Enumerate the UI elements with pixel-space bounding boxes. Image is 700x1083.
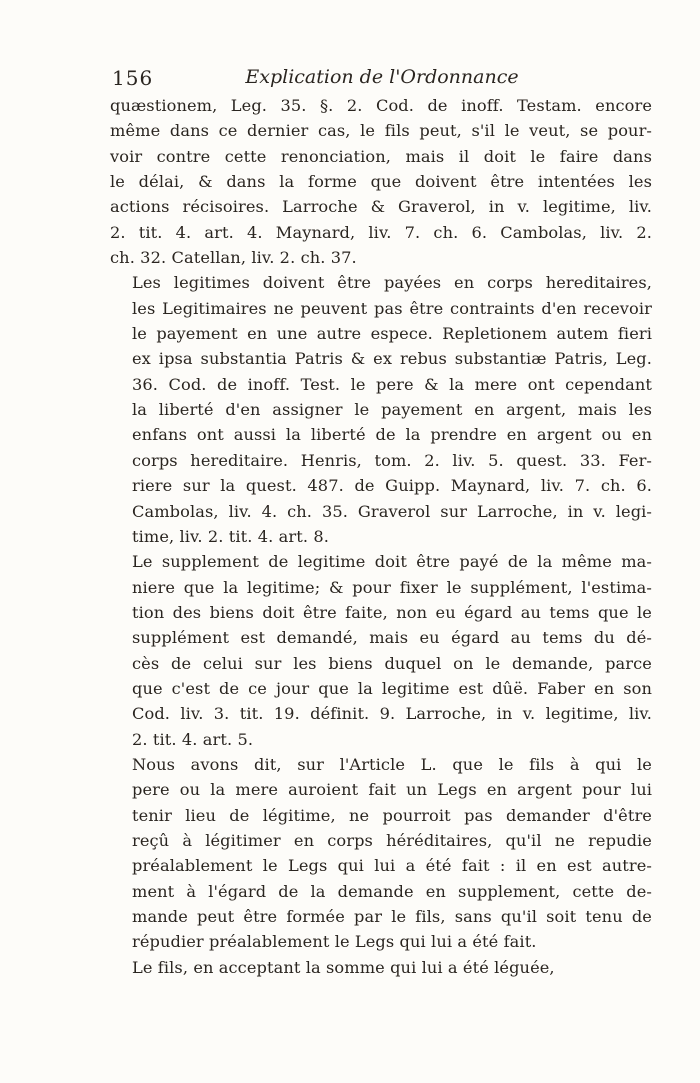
- text-line: niere que la legitime; & pour fixer le supplément, l'estima-: [132, 577, 652, 597]
- paragraph: [110, 270, 652, 549]
- text-line: répudier préalablement le Legs qui lui a été fait.: [132, 932, 537, 952]
- text-line: tenir lieu de légitime, ne pourroit pas demander d'être: [132, 805, 652, 825]
- text-line: riere sur la quest. 487. de Guipp. Maynard, liv. 7. ch. 6.: [132, 476, 652, 496]
- text-line: Les legitimes doivent être payées en corps hereditaires,: [132, 273, 652, 293]
- text-line: le délai, & dans la forme que doivent être intentées les: [110, 172, 652, 192]
- text-line: préalablement le Legs qui lui a été fait : il en est autre-: [132, 856, 652, 876]
- text-line: Nous avons dit, sur l'Article L. que le fils à qui le: [132, 754, 652, 774]
- text-line: Cod. liv. 3. tit. 19. définit. 9. Larroche, in v. legitime, liv.: [132, 704, 652, 724]
- text-line: cès de celui sur les biens duquel on le demande, parce: [132, 653, 652, 673]
- running-title: Explication de l'Ordonnance: [245, 66, 519, 88]
- page-header: [112, 66, 652, 96]
- text-line: time, liv. 2. tit. 4. art. 8.: [132, 526, 329, 546]
- text-line: actions récisoires. Larroche & Graverol, in v. legitime, liv.: [110, 197, 652, 217]
- text-line: supplément est demandé, mais eu égard au tems du dé-: [132, 628, 652, 648]
- text-line: Le supplement de legitime doit être payé de la même ma-: [132, 552, 652, 572]
- paragraph: [110, 93, 652, 270]
- text-line: voir contre cette renonciation, mais il doit le faire dans: [110, 146, 652, 166]
- paragraph: [110, 752, 652, 955]
- text-line: que c'est de ce jour que la legitime est dûë. Faber en son: [132, 678, 652, 698]
- text-line: tion des biens doit être faite, non eu égard au tems que le: [132, 602, 652, 622]
- text-line: le payement en une autre espece. Repletionem autem fieri: [132, 324, 652, 344]
- text-line: Le fils, en acceptant la somme qui lui a été léguée,: [132, 957, 555, 977]
- text-line: quæstionem, Leg. 35. §. 2. Cod. de inoff. Testam. encore: [110, 96, 652, 115]
- text-line: enfans ont aussi la liberté de la prendre en argent ou en: [132, 425, 652, 445]
- body-text: [110, 93, 652, 980]
- text-line: pere ou la mere auroient fait un Legs en argent pour lui: [132, 780, 652, 800]
- text-line: Cambolas, liv. 4. ch. 35. Graverol sur Larroche, in v. legi-: [132, 501, 652, 521]
- text-line: corps hereditaire. Henris, tom. 2. liv. 5. quest. 33. Fer-: [132, 450, 652, 470]
- text-line: la liberté d'en assigner le payement en argent, mais les: [132, 400, 652, 420]
- text-line: reçû à légitimer en corps héréditaires, qu'il ne repudie: [132, 830, 652, 850]
- text-line: 36. Cod. de inoff. Test. le pere & la mere ont cependant: [132, 374, 652, 394]
- text-line: mande peut être formée par le fils, sans qu'il soit tenu de: [132, 907, 652, 926]
- paragraph: [110, 955, 652, 980]
- text-line: ex ipsa substantia Patris & ex rebus substantiæ Patris, Leg.: [132, 349, 652, 369]
- text-line: 2. tit. 4. art. 5.: [132, 729, 254, 749]
- text-line: ch. 32. Catellan, liv. 2. ch. 37.: [110, 248, 357, 268]
- page-number: 156: [112, 66, 154, 90]
- text-line: même dans ce dernier cas, le fils peut, s'il le veut, se pour-: [110, 121, 652, 141]
- text-line: les Legitimaires ne peuvent pas être contraints d'en recevoir: [132, 298, 652, 318]
- paragraph: [110, 549, 652, 752]
- text-line: 2. tit. 4. art. 4. Maynard, liv. 7. ch. 6. Cambolas, liv. 2.: [110, 222, 652, 242]
- text-line: ment à l'égard de la demande en supplement, cette de-: [132, 881, 652, 901]
